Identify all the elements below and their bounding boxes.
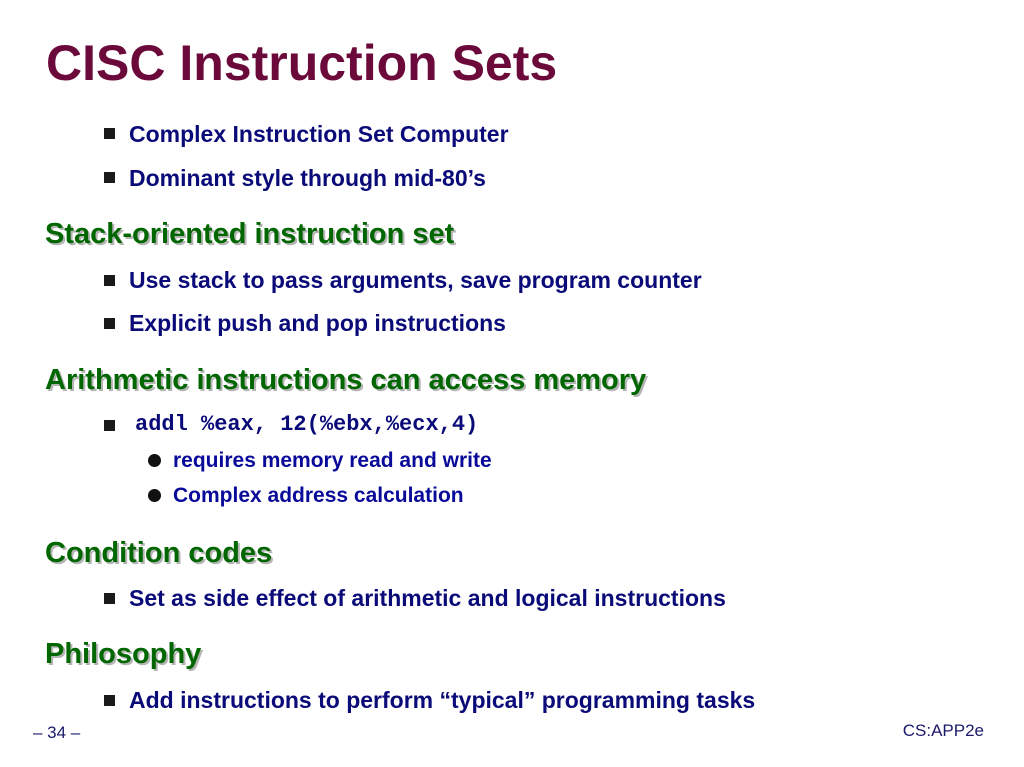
- square-bullet-icon: [104, 420, 115, 431]
- square-bullet-icon: [104, 172, 115, 183]
- bullet-use-stack: Use stack to pass arguments, save program counter: [129, 267, 702, 293]
- sub-bullet-address-calc: Complex address calculation: [173, 484, 464, 507]
- square-bullet-icon: [104, 593, 115, 604]
- heading-arithmetic-memory: Arithmetic instructions can access memory: [45, 364, 647, 396]
- bullet-side-effect: Set as side effect of arithmetic and logical instructions: [129, 585, 726, 611]
- bullet-push-pop: Explicit push and pop instructions: [129, 310, 506, 336]
- code-addl-example: addl %eax, 12(%ebx,%ecx,4): [135, 412, 479, 437]
- bullet-dominant-style: Dominant style through mid-80’s: [129, 165, 486, 191]
- slide-title: CISC Instruction Sets: [46, 35, 558, 91]
- round-bullet-icon: [148, 454, 161, 467]
- heading-condition-codes: Condition codes: [45, 537, 273, 569]
- square-bullet-icon: [104, 275, 115, 286]
- course-label: CS:APP2e: [902, 721, 984, 740]
- heading-stack-oriented: Stack-oriented instruction set: [45, 218, 455, 250]
- bullet-complex-instruction-set: Complex Instruction Set Computer: [129, 121, 509, 147]
- square-bullet-icon: [104, 128, 115, 139]
- square-bullet-icon: [104, 695, 115, 706]
- sub-bullet-memory-read-write: requires memory read and write: [173, 449, 492, 472]
- square-bullet-icon: [104, 318, 115, 329]
- bullet-typical-tasks: Add instructions to perform “typical” programming tasks: [129, 687, 756, 713]
- round-bullet-icon: [148, 489, 161, 502]
- page-number: – 34 –: [33, 723, 81, 742]
- heading-philosophy: Philosophy: [45, 638, 202, 670]
